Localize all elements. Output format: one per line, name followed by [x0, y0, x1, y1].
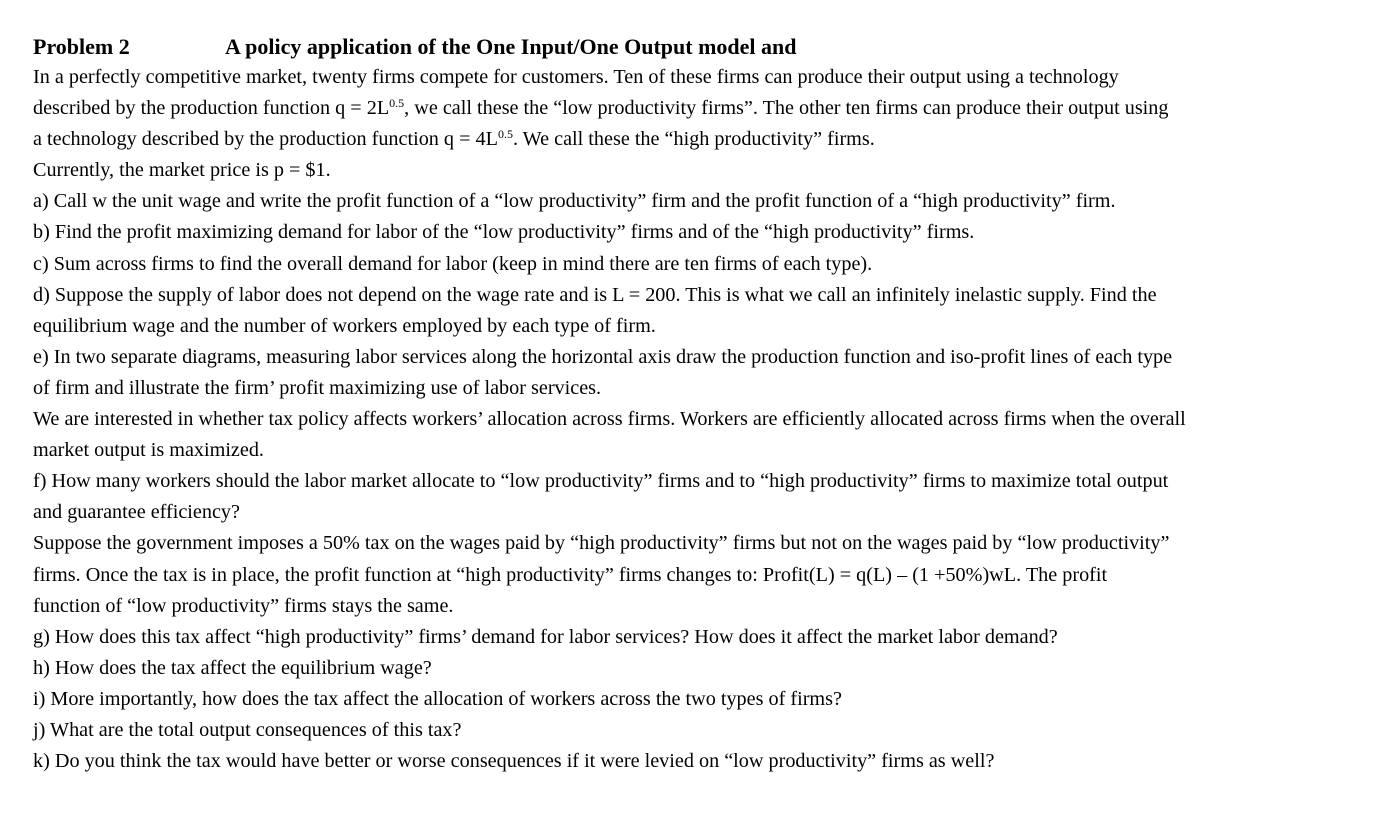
problem-heading: [33, 31, 1373, 62]
question-h: h) How does the tax affect the equilibrium wage?: [33, 656, 432, 679]
question-k: k) Do you think the tax would have better or worse consequences if it were levied on “low productivity” firms as well?: [33, 750, 995, 773]
problem-document: [33, 31, 1373, 777]
question-f: f) How many workers should the labor market allocate to “low productivity” firms and to “high productivity” firms to maximize total output and guarantee efficiency?: [33, 470, 1169, 524]
question-i: i) More importantly, how does the tax affect the allocation of workers across the two types of firms?: [33, 687, 842, 710]
question-g: g) How does this tax affect “high productivity” firms’ demand for labor services? How does it affect the market labor demand?: [33, 625, 1058, 648]
intro-text-1: In a perfectly competitive market, twenty firms compete for customers. Ten of these firms can produce their output using a technology described by the production function q = 2L: [33, 66, 1119, 120]
intro-text-2: , we call these the “low productivity firms”. The other ten firms can produce their output using a technology described by the production function q = 4L: [33, 97, 1169, 151]
intro-paragraph: [33, 62, 1373, 155]
exponent-high: 0.5: [497, 127, 513, 142]
question-j: j) What are the total output consequences of this tax?: [33, 718, 462, 741]
market-price-line: Currently, the market price is p = $1.: [33, 159, 331, 182]
tax-paragraph: Suppose the government imposes a 50% tax on the wages paid by “high productivity” firms but not on the wages paid by “low productivity” firms. Once the tax is in place, the profit function at “high productivity” firms changes to: Profit(L) = q(L) – (1 +50%)wL. The profit function of “low productivity” firms stays the same.: [33, 532, 1170, 617]
question-c: c) Sum across firms to find the overall demand for labor (keep in mind there are ten firms of each type).: [33, 252, 873, 275]
question-a: a) Call w the unit wage and write the profit function of a “low productivity” firm and the profit function of a “high productivity” firm.: [33, 190, 1116, 213]
efficiency-paragraph: We are interested in whether tax policy affects workers’ allocation across firms. Workers are efficiently allocated across firms when the overall market output is maximized.: [33, 408, 1186, 462]
question-d: d) Suppose the supply of labor does not depend on the wage rate and is L = 200. This is what we call an infinitely inelastic supply. Find the equilibrium wage and the number of workers employed by each type of firm.: [33, 283, 1157, 337]
question-b: b) Find the profit maximizing demand for labor of the “low productivity” firms and of the “high productivity” firms.: [33, 221, 975, 244]
problem-title: A policy application of the One Input/One Output model and: [225, 34, 797, 59]
question-e: e) In two separate diagrams, measuring labor services along the horizontal axis draw the production function and iso-profit lines of each type of firm and illustrate the firm’ profit maximizing use of labor services.: [33, 345, 1173, 399]
problem-number: Problem 2: [33, 34, 130, 59]
intro-text-3: . We call these the “high productivity” firms.: [512, 128, 875, 151]
exponent-low: 0.5: [389, 96, 405, 111]
